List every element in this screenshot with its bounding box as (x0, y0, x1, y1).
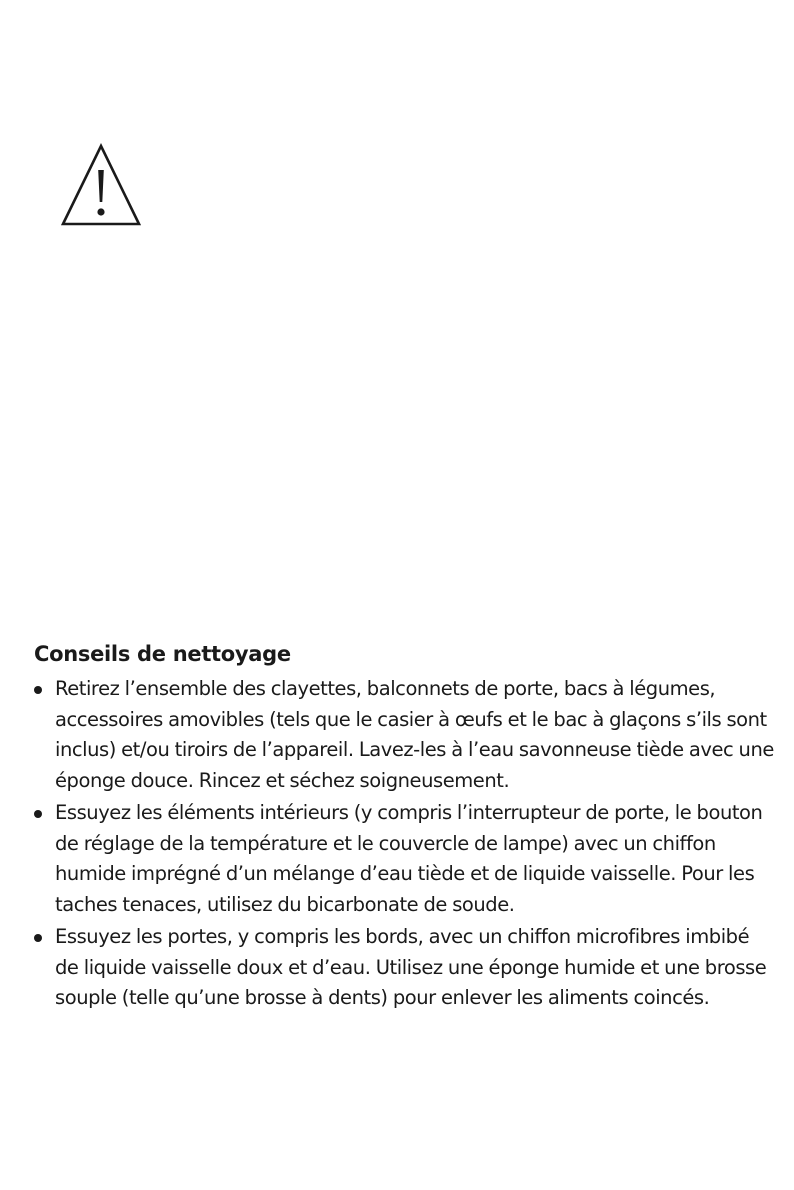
section-title: Conseils de nettoyage (34, 642, 291, 666)
tip-item-3: Essuyez les portes, y compris les bords, avec un chiffon microfibres imbibé de liquide vaisselle doux et d’eau. Utilisez une éponge humide et une brosse souple (telle qu’une brosse à dents) pour enlever les aliments coincés. (34, 922, 774, 1014)
cleaning-tips-section (34, 640, 774, 1014)
warning-triangle-icon (60, 142, 142, 228)
tip-item-1: Retirez l’ensemble des clayettes, balconnets de porte, bacs à légumes, accessoires amovibles (tels que le casier à œufs et le bac à glaçons s’ils sont inclus) et/ou tiroirs de l’appareil. Lavez-les à l’eau savonneuse tiède avec une éponge douce. Rincez et séchez soigneusement. (34, 674, 774, 796)
tip-item-2: Essuyez les éléments intérieurs (y compris l’interrupteur de porte, le bouton de réglage de la température et le couvercle de lampe) avec un chiffon humide imprégné d’un mélange d’eau tiède et de liquide vaisselle. Pour les taches tenaces, utilisez du bicarbonate de soude. (34, 798, 774, 920)
tips-list (34, 674, 774, 1014)
